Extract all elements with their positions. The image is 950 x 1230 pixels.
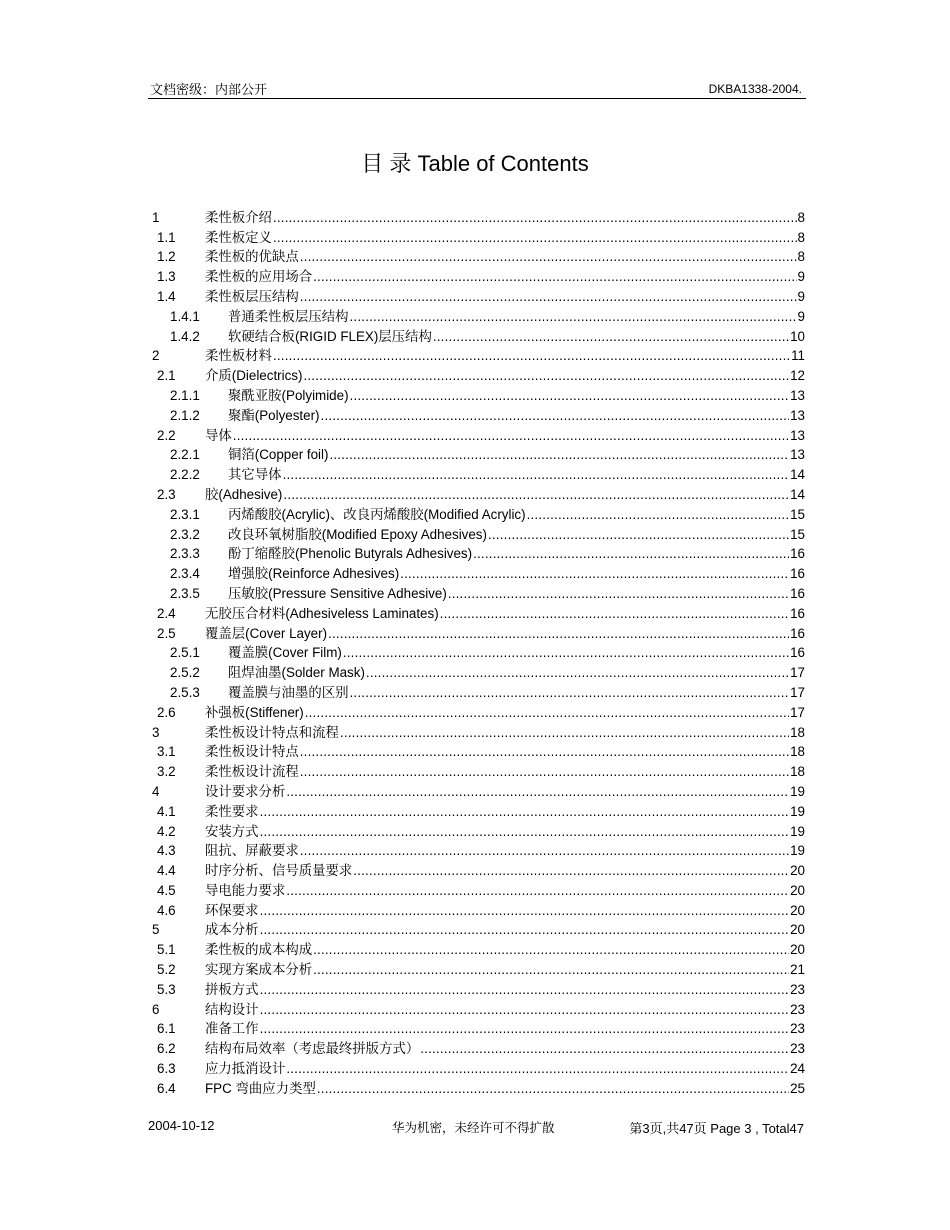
toc-dot-leader: [353, 862, 789, 879]
toc-entry-page: 19: [790, 803, 805, 819]
toc-entry-number: 2.3.3: [170, 546, 200, 562]
toc-dot-leader: [317, 1080, 789, 1097]
toc-dot-leader: [313, 961, 789, 978]
toc-entry-page: 16: [790, 566, 805, 582]
toc-entry[interactable]: [152, 543, 805, 563]
toc-dot-leader: [300, 842, 789, 859]
toc-entry[interactable]: [152, 345, 805, 365]
toc-dot-leader: [343, 644, 789, 661]
toc-entry-number: 2.2: [157, 427, 176, 443]
toc-entry-page: 13: [790, 407, 805, 423]
toc-entry[interactable]: [152, 840, 805, 860]
toc-entry-title: 拼板方式: [205, 981, 259, 997]
toc-dot-leader: [448, 585, 789, 602]
toc-entry-number: 2: [152, 348, 160, 364]
toc-entry-page: 20: [790, 902, 805, 918]
toc-dot-leader: [305, 704, 789, 721]
toc-entry-title: 柔性板层压结构: [205, 288, 299, 304]
toc-entry-title: 柔性板的成本构成: [205, 942, 313, 958]
toc-entry-number: 1.3: [157, 269, 176, 285]
toc-entry-title: 设计要求分析: [205, 783, 286, 799]
toc-entry-page: 9: [797, 269, 805, 285]
toc-entry-title: 胶(Adhesive): [205, 486, 283, 502]
toc-entry[interactable]: [152, 206, 805, 226]
toc-dot-leader: [433, 328, 789, 345]
toc-entry-title: 成本分析: [205, 922, 259, 938]
toc-entry[interactable]: [152, 424, 805, 444]
toc-entry-page: 15: [790, 526, 805, 542]
toc-entry-page: 17: [790, 684, 805, 700]
toc-entry-title: 压敏胶(Pressure Sensitive Adhesive): [228, 585, 447, 601]
toc-entry-page: 24: [790, 1061, 805, 1077]
toc-entry[interactable]: [152, 741, 805, 761]
toc-entry-number: 4.2: [157, 823, 176, 839]
toc-entry-page: 15: [790, 506, 805, 522]
toc-entry-number: 2.3.4: [170, 566, 200, 582]
toc-dot-leader: [340, 724, 789, 741]
toc-entry-number: 2.3.1: [170, 506, 200, 522]
toc-entry-page: 20: [790, 922, 805, 938]
toc-entry-title: 柔性板的优缺点: [205, 249, 299, 265]
toc-entry[interactable]: [152, 978, 805, 998]
toc-entry-page: 9: [797, 308, 805, 324]
toc-entry-title: 结构设计: [205, 1001, 259, 1017]
page-footer: [148, 1118, 806, 1136]
toc-dot-leader: [420, 1040, 789, 1057]
toc-entry-title: 应力抵消设计: [205, 1061, 286, 1077]
toc-entry-page: 20: [790, 882, 805, 898]
toc-dot-leader: [329, 446, 789, 463]
toc-entry-number: 6: [152, 1001, 160, 1017]
toc-entry-title: 软硬结合板(RIGID FLEX)层压结构: [228, 328, 432, 344]
toc-entry-page: 14: [790, 467, 805, 483]
toc-entry[interactable]: [152, 364, 805, 384]
toc-dot-leader: [300, 288, 797, 305]
toc-entry-page: 19: [790, 843, 805, 859]
toc-entry-page: 23: [790, 1021, 805, 1037]
toc-entry-page: 19: [790, 823, 805, 839]
toc-entry-title: 柔性板材料: [205, 348, 272, 364]
toc-entry-title: 导体: [205, 427, 232, 443]
toc-entry[interactable]: [152, 642, 805, 662]
document-id: DKBA1338-2004.: [708, 82, 802, 96]
toc-dot-leader: [283, 466, 790, 483]
toc-entry-page: 11: [791, 348, 805, 364]
toc-entry-page: 14: [790, 486, 805, 502]
toc-entry-title: 补强板(Stiffener): [205, 704, 304, 720]
toc-entry-number: 1.4.1: [170, 308, 200, 324]
toc-dot-leader: [260, 803, 790, 820]
footer-page-info: 第3页,共47页 Page 3 , Total47: [629, 1121, 804, 1136]
toc-entry-number: 3: [152, 724, 160, 740]
toc-entry[interactable]: [152, 820, 805, 840]
toc-dot-leader: [286, 1060, 789, 1077]
toc-entry[interactable]: [152, 285, 805, 305]
toc-entry-number: 5: [152, 922, 160, 938]
toc-dot-leader: [260, 823, 790, 840]
toc-entry-number: 2.6: [157, 704, 176, 720]
toc-entry-number: 5.3: [157, 981, 176, 997]
toc-entry[interactable]: [152, 444, 805, 464]
page-header: [148, 78, 806, 99]
toc-entry[interactable]: [152, 998, 805, 1018]
security-classification: 文档密级：内部公开: [150, 83, 268, 98]
toc-entry-page: 16: [790, 546, 805, 562]
toc-entry-page: 16: [790, 645, 805, 661]
toc-dot-leader: [440, 605, 789, 622]
toc-dot-leader: [321, 407, 790, 424]
toc-dot-leader: [260, 1020, 790, 1037]
toc-entry-page: 18: [790, 724, 805, 740]
toc-entry-title: 覆盖层(Cover Layer): [205, 625, 328, 641]
toc-entry[interactable]: [152, 384, 805, 404]
toc-entry-title: 增强胶(Reinforce Adhesives): [228, 566, 400, 582]
toc-entry-number: 2.5: [157, 625, 176, 641]
toc-entry[interactable]: [152, 919, 805, 939]
toc-dot-leader: [350, 308, 797, 325]
toc-entry-title: 柔性板设计流程: [205, 764, 299, 780]
toc-entry-page: 16: [790, 585, 805, 601]
toc-entry-number: 2.5.2: [170, 665, 200, 681]
toc-entry-title: 铜箔(Copper foil): [228, 447, 329, 463]
toc-entry-title: 介质(Dielectrics): [205, 368, 303, 384]
toc-dot-leader: [313, 941, 789, 958]
toc-entry[interactable]: [152, 701, 805, 721]
toc-entry-page: 19: [790, 783, 805, 799]
toc-entry-title: 实现方案成本分析: [205, 962, 313, 978]
footer-confidential-notice: 华为机密，未经许可不得扩散: [392, 1120, 555, 1135]
toc-entry-number: 2.3: [157, 486, 176, 502]
toc-dot-leader: [283, 486, 789, 503]
toc-entry[interactable]: [152, 226, 805, 246]
toc-entry-page: 13: [790, 427, 805, 443]
toc-entry-title: 覆盖膜(Cover Film): [228, 645, 342, 661]
toc-entry[interactable]: [152, 879, 805, 899]
toc-entry-title: 丙烯酸胶(Acrylic)、改良丙烯酸胶(Modified Acrylic): [228, 506, 526, 522]
toc-entry-number: 4.1: [157, 803, 176, 819]
toc-dot-leader: [400, 565, 789, 582]
toc-dot-leader: [273, 229, 797, 246]
toc-entry[interactable]: [152, 859, 805, 879]
toc-entry-number: 6.3: [157, 1061, 176, 1077]
toc-entry[interactable]: [152, 721, 805, 741]
toc-entry[interactable]: [152, 661, 805, 681]
toc-entry-page: 25: [790, 1080, 805, 1096]
toc-entry-page: 16: [790, 625, 805, 641]
toc-entry-number: 4.3: [157, 843, 176, 859]
toc-entry[interactable]: [152, 562, 805, 582]
toc-entry[interactable]: [152, 800, 805, 820]
toc-entry-number: 2.3.5: [170, 585, 200, 601]
toc-entry-number: 4: [152, 783, 160, 799]
toc-entry[interactable]: [152, 602, 805, 622]
toc-dot-leader: [300, 248, 797, 265]
toc-entry-title: 准备工作: [205, 1021, 259, 1037]
toc-entry-page: 17: [790, 665, 805, 681]
toc-entry-title: 聚酰亚胺(Polyimide): [228, 387, 349, 403]
toc-dot-leader: [350, 387, 790, 404]
toc-entry-title: 酚丁缩醛胶(Phenolic Butyrals Adhesives): [228, 546, 473, 562]
toc-dot-leader: [233, 427, 789, 444]
toc-dot-leader: [328, 625, 789, 642]
toc-entry-title: 结构布局效率（考虑最终拼版方式）: [205, 1041, 420, 1057]
toc-dot-leader: [527, 506, 790, 523]
toc-entry-title: 时序分析、信号质量要求: [205, 863, 353, 879]
toc-dot-leader: [350, 684, 790, 701]
toc-entry-title: 阻焊油墨(Solder Mask): [228, 665, 365, 681]
toc-entry-title: 普通柔性板层压结构: [228, 308, 349, 324]
toc-entry-page: 12: [790, 368, 805, 384]
toc-dot-leader: [273, 347, 790, 364]
toc-entry[interactable]: [152, 483, 805, 503]
toc-entry-title: 聚酯(Polyester): [228, 407, 320, 423]
toc-entry[interactable]: [152, 1077, 805, 1097]
toc-dot-leader: [473, 545, 789, 562]
toc-entry-number: 2.2.2: [170, 467, 200, 483]
toc-entry-number: 2.4: [157, 605, 176, 621]
toc-entry[interactable]: [152, 503, 805, 523]
toc-entry-number: 2.1.1: [170, 387, 200, 403]
toc-entry[interactable]: [152, 1018, 805, 1038]
toc-entry-title: 其它导体: [228, 467, 282, 483]
toc-entry-title: 改良环氧树脂胶(Modified Epoxy Adhesives): [228, 526, 487, 542]
toc-dot-leader: [286, 882, 789, 899]
toc-entry-number: 6.2: [157, 1041, 176, 1057]
toc-entry-page: 18: [790, 744, 805, 760]
toc-entry[interactable]: [152, 938, 805, 958]
toc-entry-title: 覆盖膜与油墨的区别: [228, 684, 349, 700]
toc-entry-number: 2.1.2: [170, 407, 200, 423]
toc-entry-title: 柔性板的应用场合: [205, 269, 313, 285]
toc-entry-title: FPC 弯曲应力类型: [205, 1080, 316, 1096]
toc-entry-title: 无胶压合材料(Adhesiveless Laminates): [205, 605, 439, 621]
toc-entry-title: 柔性板定义: [205, 229, 272, 245]
toc-dot-leader: [260, 902, 790, 919]
toc-entry[interactable]: [152, 780, 805, 800]
toc-dot-leader: [260, 981, 790, 998]
toc-entry[interactable]: [152, 681, 805, 701]
toc-entry[interactable]: [152, 899, 805, 919]
toc-entry-page: 23: [790, 981, 805, 997]
toc-entry-number: 3.2: [157, 764, 176, 780]
toc-entry-page: 13: [790, 387, 805, 403]
toc-entry-number: 2.5.3: [170, 684, 200, 700]
toc-entry[interactable]: [152, 523, 805, 543]
toc-entry[interactable]: [152, 760, 805, 780]
toc-entry-page: 20: [790, 863, 805, 879]
toc-entry-number: 2.5.1: [170, 645, 200, 661]
toc-entry-number: 1.4.2: [170, 328, 200, 344]
toc-entry-title: 柔性要求: [205, 803, 259, 819]
toc-dot-leader: [260, 921, 790, 938]
toc-entry-number: 2.2.1: [170, 447, 200, 463]
footer-date: 2004-10-12: [148, 1118, 215, 1133]
toc-entry-page: 16: [790, 605, 805, 621]
toc-entry[interactable]: [152, 325, 805, 345]
toc-entry-number: 5.2: [157, 962, 176, 978]
toc-entry-title: 阻抗、屏蔽要求: [205, 843, 299, 859]
toc-entry-title: 环保要求: [205, 902, 259, 918]
toc-entry[interactable]: [152, 265, 805, 285]
toc-dot-leader: [303, 367, 789, 384]
toc-entry-page: 8: [797, 229, 805, 245]
toc-entry-page: 8: [797, 249, 805, 265]
toc-dot-leader: [488, 526, 789, 543]
toc-entry-number: 5.1: [157, 942, 176, 958]
toc-title: 目 录 Table of Contents: [361, 151, 589, 176]
toc-entry-page: 10: [790, 328, 805, 344]
toc-entry[interactable]: [152, 404, 805, 424]
toc-entry[interactable]: [152, 958, 805, 978]
toc-entry-number: 6.1: [157, 1021, 176, 1037]
toc-dot-leader: [366, 664, 789, 681]
toc-entry[interactable]: [152, 622, 805, 642]
toc-entry-page: 18: [790, 764, 805, 780]
toc-entry-page: 23: [790, 1041, 805, 1057]
toc-entry-title: 导电能力要求: [205, 882, 286, 898]
toc-entry-title: 柔性板设计特点和流程: [205, 724, 339, 740]
toc-entry-title: 柔性板介绍: [205, 209, 272, 225]
toc-entry[interactable]: [152, 463, 805, 483]
toc-entry-number: 1: [152, 209, 160, 225]
toc-entry-number: 1.2: [157, 249, 176, 265]
toc-entry[interactable]: [152, 246, 805, 266]
toc-entry-page: 9: [797, 288, 805, 304]
toc-entry-page: 17: [790, 704, 805, 720]
toc-entry-page: 23: [790, 1001, 805, 1017]
toc-entry-page: 21: [790, 962, 805, 978]
table-of-contents: [152, 206, 805, 1097]
toc-dot-leader: [273, 209, 797, 226]
toc-entry-page: 13: [790, 447, 805, 463]
toc-dot-leader: [300, 763, 789, 780]
toc-dot-leader: [300, 743, 789, 760]
toc-entry[interactable]: [152, 1037, 805, 1057]
toc-entry-number: 4.4: [157, 863, 176, 879]
toc-entry-page: 8: [797, 209, 805, 225]
toc-entry-number: 4.5: [157, 882, 176, 898]
toc-dot-leader: [313, 268, 796, 285]
toc-entry-page: 20: [790, 942, 805, 958]
toc-entry-number: 4.6: [157, 902, 176, 918]
toc-entry-number: 1.1: [157, 229, 176, 245]
toc-dot-leader: [260, 1001, 790, 1018]
toc-entry-title: 安装方式: [205, 823, 259, 839]
toc-entry[interactable]: [152, 305, 805, 325]
toc-entry-number: 3.1: [157, 744, 176, 760]
toc-entry-number: 1.4: [157, 288, 176, 304]
toc-entry-title: 柔性板设计特点: [205, 744, 299, 760]
toc-entry[interactable]: [152, 582, 805, 602]
toc-entry-number: 6.4: [157, 1080, 176, 1096]
toc-entry[interactable]: [152, 1057, 805, 1077]
toc-entry-number: 2.1: [157, 368, 176, 384]
toc-dot-leader: [286, 783, 789, 800]
toc-entry-number: 2.3.2: [170, 526, 200, 542]
